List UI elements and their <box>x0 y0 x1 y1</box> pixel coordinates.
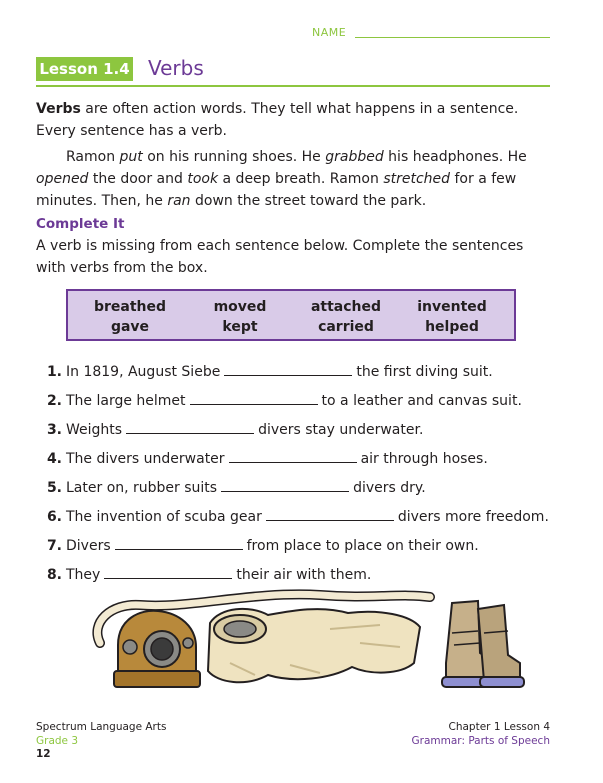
word-box <box>66 289 516 341</box>
question-number: 2. <box>46 393 62 409</box>
example-text: down the street toward the park. <box>190 193 427 209</box>
question-number: 7. <box>46 538 62 554</box>
canvas-suit <box>208 609 420 682</box>
example-text: a deep breath. Ramon <box>218 171 384 187</box>
footer-left <box>36 720 166 748</box>
question-text-after: their air with them. <box>236 567 372 583</box>
name-label: NAME <box>312 26 347 39</box>
answer-blank[interactable] <box>221 479 349 492</box>
word-box-item: helped <box>425 319 479 335</box>
word-box-item: gave <box>110 319 150 335</box>
diving-boots <box>442 601 524 687</box>
question-text-before: They <box>66 567 101 583</box>
question-text-before: Divers <box>66 538 111 554</box>
question-text-before: The large helmet <box>66 393 186 409</box>
question-text-before: In 1819, August Siebe <box>66 364 221 380</box>
answer-blank[interactable] <box>126 421 254 434</box>
example-text: for a few minutes. Then, he <box>36 171 517 209</box>
word-box-item: kept <box>222 319 258 335</box>
example-verb: opened <box>36 171 89 187</box>
example-verb: grabbed <box>325 149 384 165</box>
question-text-after: to a leather and canvas suit. <box>321 393 522 409</box>
example-text: the door and <box>88 171 188 187</box>
example-text: Ramon <box>66 149 120 165</box>
verbs-definition: are often action words. They tell what happens in a sentence. Every sentence has a verb. <box>36 101 519 139</box>
example-verb: took <box>187 171 219 187</box>
name-blank-line[interactable] <box>355 37 550 38</box>
question-number: 5. <box>46 480 62 496</box>
question-number: 8. <box>46 567 62 583</box>
diving-suit-illustration <box>80 583 525 699</box>
topic-label: Grammar: Parts of Speech <box>411 735 550 747</box>
question-text-before: The invention of scuba gear <box>66 509 262 525</box>
question-text-before: Later on, rubber suits <box>66 480 218 496</box>
example-verb: put <box>119 149 143 165</box>
lesson-title: Verbs <box>148 56 204 80</box>
question-8 <box>36 566 371 584</box>
page-number: 12 <box>36 748 51 760</box>
lesson-number-tag: Lesson 1.4 <box>36 57 133 81</box>
chapter-lesson-label: Chapter 1 Lesson 4 <box>448 721 550 733</box>
question-text-after: divers stay underwater. <box>258 422 424 438</box>
question-6 <box>36 508 549 526</box>
word-box-item: carried <box>318 319 374 335</box>
question-text-before: The divers underwater <box>66 451 225 467</box>
question-4 <box>36 450 488 468</box>
word-box-item: invented <box>417 299 487 315</box>
answer-blank[interactable] <box>224 363 352 376</box>
word-box-item: attached <box>310 299 382 315</box>
diving-helmet <box>114 611 200 687</box>
answer-blank[interactable] <box>115 537 243 550</box>
question-7 <box>36 537 479 555</box>
question-2 <box>36 392 522 410</box>
question-text-after: from place to place on their own. <box>246 538 479 554</box>
question-number: 3. <box>46 422 62 438</box>
example-text: his headphones. He <box>383 149 527 165</box>
question-number: 1. <box>46 364 62 380</box>
answer-blank[interactable] <box>229 450 357 463</box>
example-text: on his running shoes. He <box>142 149 326 165</box>
lesson-divider <box>36 85 550 87</box>
question-text-before: Weights <box>66 422 123 438</box>
question-number: 6. <box>46 509 62 525</box>
question-text-after: the first diving suit. <box>356 364 493 380</box>
verbs-term: Verbs <box>36 101 81 117</box>
word-box-item: moved <box>213 299 267 315</box>
example-verb: stretched <box>383 171 451 187</box>
question-number: 4. <box>46 451 62 467</box>
question-text-after: divers more freedom. <box>397 509 549 525</box>
answer-blank[interactable] <box>266 508 394 521</box>
example-verb: ran <box>167 193 191 209</box>
question-text-after: air through hoses. <box>360 451 488 467</box>
answer-blank[interactable] <box>190 392 318 405</box>
intro-paragraph <box>36 98 550 142</box>
word-box-item: breathed <box>93 299 167 315</box>
answer-blank[interactable] <box>104 566 232 579</box>
complete-it-instructions: A verb is missing from each sentence below. Complete the sentences with verbs from the box. <box>36 238 524 276</box>
question-5 <box>36 479 426 497</box>
question-text-after: divers dry. <box>353 480 426 496</box>
footer-right <box>412 720 550 748</box>
grade-label: Grade 3 <box>36 735 79 747</box>
question-3 <box>36 421 423 439</box>
question-1 <box>36 363 493 381</box>
book-title: Spectrum Language Arts <box>36 721 167 733</box>
example-paragraph <box>36 146 550 212</box>
complete-it-heading: Complete It <box>36 216 125 232</box>
